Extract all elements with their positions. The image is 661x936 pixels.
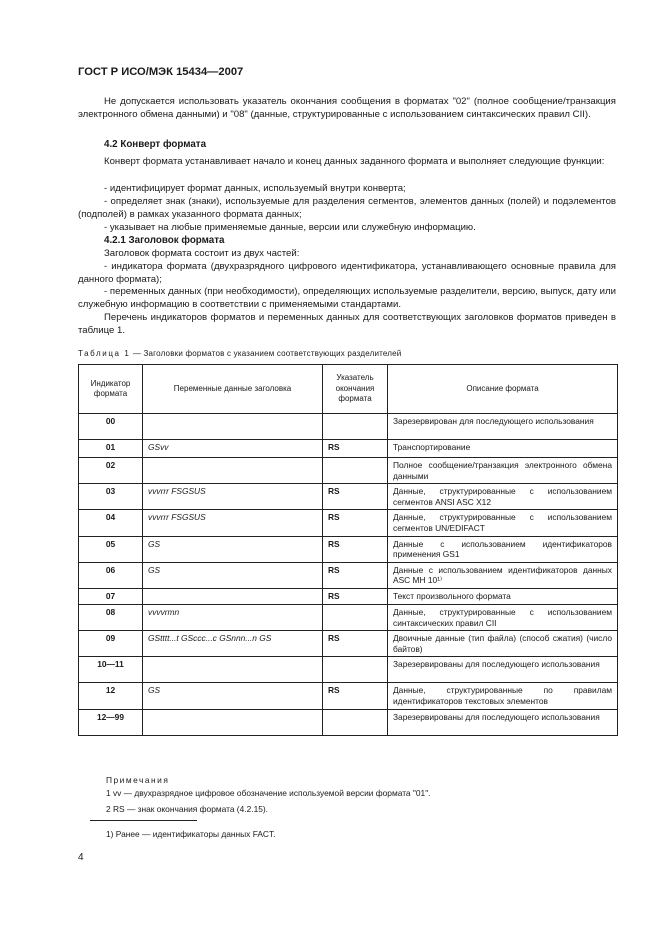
paragraph-envelope: Конверт формата устанавливает начало и конец данных заданного формата и выполняет следующие функции:	[104, 156, 605, 167]
description-cell: Данные, структурированные по правилам идентификаторов текстовых элементов	[388, 683, 618, 709]
indicator-cell: 04	[79, 510, 143, 536]
description-cell: Данные, структурированные с использованием сегментов UN/EDIFACT	[388, 510, 618, 536]
bullet-indicates-data: - указывает на любые применяемые данные, версии или служебную информацию.	[104, 222, 476, 233]
indicator-cell: 08	[79, 604, 143, 630]
table-row	[79, 484, 618, 510]
footnote-divider	[90, 820, 197, 821]
table-caption-text: — Заголовки форматов с указанием соответствующих разделителей	[130, 349, 402, 358]
description-cell: Данные, структурированные с использованием синтаксических правил CII	[388, 604, 618, 630]
table-caption	[78, 349, 401, 358]
indicator-cell: 01	[79, 440, 143, 458]
table-caption-label: Таблица 1	[78, 349, 131, 358]
indicator-cell: 12	[79, 683, 143, 709]
table-row	[79, 458, 618, 484]
bullet-variable-data: - переменных данных (при необходимости), определяющих используемые разделители, версию, выпуск, дату или служебную информацию в соответствии с применяемыми стандартами.	[78, 286, 616, 311]
description-cell: Полное сообщение/транзакция электронного обмена данными	[388, 458, 618, 484]
table-row	[79, 414, 618, 440]
indicator-cell: 06	[79, 562, 143, 588]
table-row	[79, 440, 618, 458]
page-number: 4	[78, 852, 84, 863]
description-cell: Транспортирование	[388, 440, 618, 458]
table-row	[79, 683, 618, 709]
indicator-cell: 07	[79, 588, 143, 604]
table-row	[79, 657, 618, 683]
variable-data-cell	[143, 709, 323, 735]
table-row	[79, 709, 618, 735]
paragraph-terminator-note: Не допускается использовать указатель окончания сообщения в форматах "02" (полное сообщение/транзакция электронного обмена данными) и "08" (данные, структурированные с использованием синтаксических правил CII).	[78, 96, 616, 121]
document-header: ГОСТ Р ИСО/МЭК 15434—2007	[78, 66, 244, 78]
col-header-indicator: Индикатор формата	[79, 365, 143, 414]
variable-data-cell: GS	[143, 536, 323, 562]
description-cell: Двоичные данные (тип файла) (способ сжатия) (число байтов)	[388, 631, 618, 657]
indicator-cell: 03	[79, 484, 143, 510]
description-cell: Данные с использованием идентификаторов применения GS1	[388, 536, 618, 562]
note-2: 2 RS — знак окончания формата (4.2.15).	[106, 804, 268, 814]
variable-data-cell: vvvvrmn	[143, 604, 323, 630]
terminator-cell	[323, 458, 388, 484]
variable-data-cell	[143, 414, 323, 440]
terminator-cell: RS	[323, 484, 388, 510]
col-header-description: Описание формата	[388, 365, 618, 414]
section-heading-4-2: 4.2 Конверт формата	[104, 139, 207, 150]
description-cell: Зарезервирован для последующего использования	[388, 414, 618, 440]
table-row	[79, 562, 618, 588]
variable-data-cell: GS	[143, 683, 323, 709]
variable-data-cell	[143, 588, 323, 604]
col-header-variable: Переменные данные заголовка	[143, 365, 323, 414]
terminator-cell: RS	[323, 562, 388, 588]
description-cell: Данные с использованием идентификаторов данных ASC MH 10¹⁾	[388, 562, 618, 588]
terminator-cell: RS	[323, 631, 388, 657]
description-cell: Текст произвольного формата	[388, 588, 618, 604]
table-row	[79, 510, 618, 536]
notes-heading: Примечания	[106, 775, 170, 785]
variable-data-cell	[143, 657, 323, 683]
description-cell: Зарезервированы для последующего использования	[388, 709, 618, 735]
table-row	[79, 536, 618, 562]
bullet-format-indicator: - индикатора формата (двухразрядного цифрового идентификатора, устанавливающего основные правила для данного формата);	[78, 261, 616, 286]
paragraph-header-parts: Заголовок формата состоит из двух частей:	[104, 248, 300, 259]
section-heading-4-2-1: 4.2.1 Заголовок формата	[104, 235, 225, 246]
description-cell: Зарезервированы для последующего использования	[388, 657, 618, 683]
variable-data-cell	[143, 458, 323, 484]
terminator-cell: RS	[323, 683, 388, 709]
indicator-cell: 12—99	[79, 709, 143, 735]
terminator-cell: RS	[323, 588, 388, 604]
indicator-cell: 05	[79, 536, 143, 562]
bullet-identifies-format: - идентифицирует формат данных, используемый внутри конверта;	[104, 183, 406, 194]
note-1: 1 vv — двухразрядное цифровое обозначение используемой версии формата "01".	[106, 788, 431, 798]
table-row	[79, 631, 618, 657]
footnote: 1) Ранее — идентификаторы данных FACT.	[106, 829, 276, 839]
terminator-cell: RS	[323, 510, 388, 536]
variable-data-cell: GS	[143, 562, 323, 588]
terminator-cell: RS	[323, 440, 388, 458]
terminator-cell	[323, 414, 388, 440]
variable-data-cell: vvvrrr FSGSUS	[143, 484, 323, 510]
indicator-cell: 02	[79, 458, 143, 484]
terminator-cell	[323, 604, 388, 630]
variable-data-cell: GSvv	[143, 440, 323, 458]
terminator-cell	[323, 657, 388, 683]
indicator-cell: 09	[79, 631, 143, 657]
paragraph-table-reference: Перечень индикаторов форматов и переменных данных для соответствующих заголовков форматов приведен в таблице 1.	[78, 312, 616, 337]
format-headers-table	[78, 364, 618, 736]
terminator-cell	[323, 709, 388, 735]
indicator-cell: 10—11	[79, 657, 143, 683]
table-row	[79, 588, 618, 604]
terminator-cell: RS	[323, 536, 388, 562]
indicator-cell: 00	[79, 414, 143, 440]
table-body	[79, 414, 618, 736]
bullet-defines-separators: - определяет знак (знаки), используемые для разделения сегментов, элементов данных (полей) и подэлементов (подполей) в рамках указанного формата данных;	[78, 196, 616, 221]
description-cell: Данные, структурированные с использованием сегментов ANSI ASC X12	[388, 484, 618, 510]
col-header-terminator: Указатель окончания формата	[323, 365, 388, 414]
table-row	[79, 604, 618, 630]
variable-data-cell: GStttt...t GSccc...c GSnnn...n GS	[143, 631, 323, 657]
variable-data-cell: vvvrrr FSGSUS	[143, 510, 323, 536]
